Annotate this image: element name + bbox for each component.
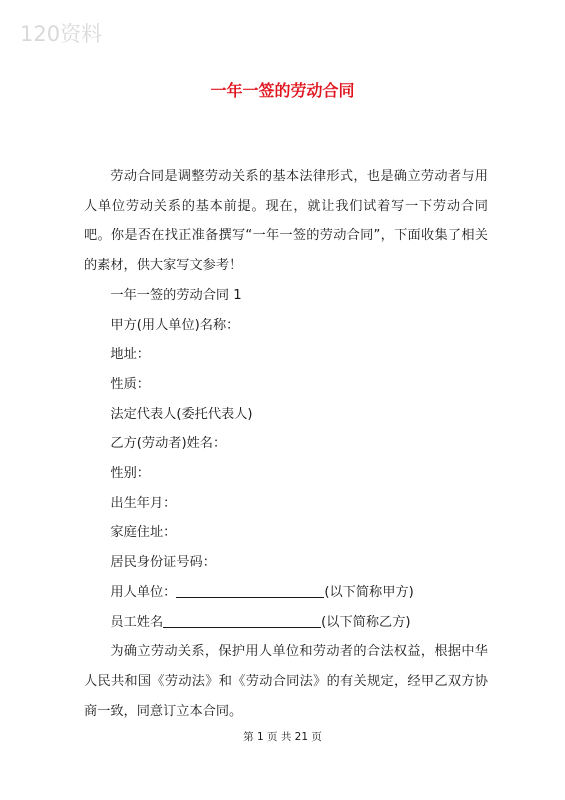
party-b-name-field: 乙方(劳动者)姓名： bbox=[110, 436, 227, 452]
employer-label: 用人单位： bbox=[110, 584, 177, 600]
document-title: 一年一签的劳动合同 bbox=[210, 81, 355, 100]
employer-blank-line bbox=[176, 583, 324, 598]
document-body bbox=[84, 162, 488, 726]
employee-suffix: (以下简称乙方) bbox=[321, 614, 411, 630]
watermark-text: 120资料 bbox=[20, 22, 103, 46]
gender-field: 性别： bbox=[110, 466, 150, 482]
home-address-field: 家庭住址： bbox=[110, 525, 177, 541]
party-a-name-field: 甲方(用人单位)名称： bbox=[110, 317, 240, 333]
employee-label: 员工姓名 bbox=[110, 614, 164, 630]
closing-paragraph: 为确立劳动关系，保护用人单位和劳动者的合法权益，根据中华人民共和国《劳动法》和《劳动合同法》的有关规定，经甲乙双方协商一致，同意订立本合同。 bbox=[84, 644, 488, 719]
legal-representative-field: 法定代表人(委托代表人) bbox=[110, 406, 253, 422]
page-number-footer: 第 1 页 共 21 页 bbox=[243, 731, 322, 743]
employer-field bbox=[84, 578, 488, 608]
employee-field bbox=[84, 608, 488, 638]
employer-suffix: (以下简称甲方) bbox=[324, 584, 414, 600]
employee-blank-line bbox=[163, 613, 321, 628]
contract-heading: 一年一签的劳动合同 1 bbox=[110, 287, 242, 303]
birth-date-field: 出生年月： bbox=[110, 495, 177, 511]
address-field: 地址： bbox=[110, 347, 150, 363]
intro-paragraph: 劳动合同是调整劳动关系的基本法律形式，也是确立劳动者与用人单位劳动关系的基本前提。现在，就让我们试着写一下劳动合同吧。你是否在找正准备撰写“一年一签的劳动合同”，下面收集了相关的素材，供大家写文参考！ bbox=[84, 169, 488, 274]
id-number-field: 居民身份证号码： bbox=[110, 555, 216, 571]
nature-field: 性质： bbox=[110, 376, 150, 392]
